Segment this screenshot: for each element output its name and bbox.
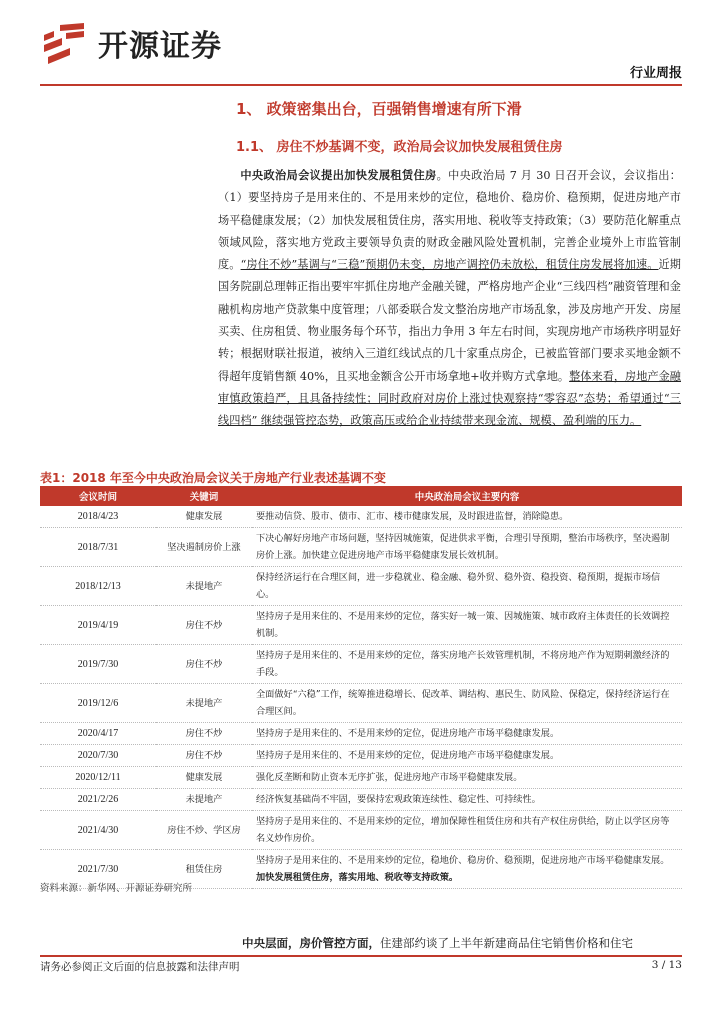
cell-keyword: 租赁住房 [156, 850, 252, 889]
cell-content [252, 850, 682, 889]
footer-divider [40, 955, 682, 957]
para-sentence-4: 近期国务院副总理韩正指出要牢牢抓住房地产金融关键，严格房地产企业“三线四档”融资管理和金融机构房地产贷款集中度管理；八部委联合发文整治房地产市场乱象，涉及房地产开发、房屋买卖、住房租赁、物业服务每个环节，指出力争用 3 年左右时间，实现房地产市场秩序明显好转；根据财联社报道，被纳入三道红线试点的几十家重点房企，已被监管部门要求买地金额不得超年度销售额 40%，且买地金额含公开市场拿地+收并购方式拿地。 [218, 258, 681, 383]
column-header-keyword: 关键词 [156, 486, 252, 506]
cell-keyword: 房住不炒 [156, 723, 252, 745]
cell-date: 2018/4/23 [40, 506, 156, 528]
cell-content [252, 567, 682, 606]
table-row [40, 567, 682, 606]
cell-date: 2021/4/30 [40, 811, 156, 850]
table-title: 表1：2018 年至今中央政治局会议关于房地产行业表述基调不变 [40, 471, 386, 485]
cell-keyword: 未提地产 [156, 684, 252, 723]
cell-content-text: 全面做好“六稳”工作，统筹推进稳增长、促改革、调结构、惠民生、防风险、保稳定，保持经济运行在合理区间。 [256, 689, 670, 717]
cell-content [252, 767, 682, 789]
cell-keyword: 房住不炒 [156, 606, 252, 645]
footer-disclaimer: 请务必参阅正文后面的信息披露和法律声明 [40, 961, 240, 973]
cell-content [252, 528, 682, 567]
cell-content-text: 坚持房子是用来住的、不是用来炒的定位，落实房地产长效管理机制，不将房地产作为短期刺激经济的手段。 [256, 650, 670, 678]
table-row [40, 528, 682, 567]
cell-content-text: 经济恢复基础尚不牢固，要保持宏观政策连续性、稳定性、可持续性。 [256, 794, 541, 805]
column-header-content: 中央政治局会议主要内容 [252, 486, 682, 506]
table-row [40, 684, 682, 723]
cell-content-text: 要推动信贷、股市、债市、汇市、楼市健康发展，及时跟进监督，消除隐患。 [256, 511, 569, 522]
cell-content [252, 645, 682, 684]
cell-keyword: 坚决遏制房价上涨 [156, 528, 252, 567]
cell-date: 2020/7/30 [40, 745, 156, 767]
table-row [40, 789, 682, 811]
cell-date: 2021/2/26 [40, 789, 156, 811]
table-row [40, 767, 682, 789]
cell-content-text: 坚持房子是用来住的、不是用来炒的定位，促进房地产市场平稳健康发展。 [256, 728, 560, 739]
cell-content [252, 745, 682, 767]
cell-content [252, 789, 682, 811]
column-header-date: 会议时间 [40, 486, 156, 506]
source-note: 资料来源：新华网、开源证券研究所 [40, 883, 193, 894]
cell-date: 2021/7/30 [40, 850, 156, 889]
table-header-row [40, 486, 682, 506]
bottom-para-bold: 中央层面，房价管控方面， [242, 936, 380, 950]
policy-table [40, 486, 682, 889]
cell-content-text: 坚持房子是用来住的、不是用来炒的定位，落实好一城一策、因城施策、城市政府主体责任的长效调控机制。 [256, 611, 670, 639]
cell-content-text: 下决心解好房地产市场问题，坚持因城施策，促进供求平衡，合理引导预期，整治市场秩序，坚决遏制房价上涨。加快建立促进房地产市场平稳健康发展长效机制。 [256, 533, 670, 561]
cell-content-text: 坚持房子是用来住的、不是用来炒的定位，促进房地产市场平稳健康发展。 [256, 750, 560, 761]
cell-keyword: 健康发展 [156, 506, 252, 528]
cell-keyword: 房住不炒 [156, 645, 252, 684]
table-row [40, 645, 682, 684]
cell-date: 2019/4/19 [40, 606, 156, 645]
para-underlined-2: 整体来看，房地产金融审慎政策趋严，且具备持续性；同时政府对房价上涨过快观察持“零容忍”态势；希望通过“三线四档” 继续强管控态势，政策高压或给企业持续带来现金流、规模、盈利端的压力。 [218, 369, 681, 428]
cell-date: 2020/12/11 [40, 767, 156, 789]
cell-keyword: 房住不炒、学区房 [156, 811, 252, 850]
cell-content-text: 坚持房子是用来住的、不是用来炒的定位，稳地价、稳房价、稳预期，促进房地产市场平稳健康发展。 [256, 855, 670, 866]
cell-date: 2018/12/13 [40, 567, 156, 606]
body-paragraph [218, 164, 681, 433]
cell-content-text: 坚持房子是用来住的、不是用来炒的定位，增加保障性租赁住房和共有产权住房供给，防止以学区房等名义炒作房价。 [256, 816, 670, 844]
para-lead-bold: 中央政治局会议提出加快发展租赁住房 [240, 168, 437, 182]
cell-date: 2019/7/30 [40, 645, 156, 684]
cell-content-bold: 加快发展租赁住房，落实用地、税收等支持政策。 [256, 872, 459, 883]
cell-date: 2018/7/31 [40, 528, 156, 567]
para-underlined-1: “房住不炒”基调与“三稳”预期仍未变，房地产调控仍未放松，租赁住房发展将加速。 [240, 258, 659, 272]
cell-content [252, 506, 682, 528]
page-number: 3 / 13 [651, 959, 682, 971]
cell-content [252, 684, 682, 723]
cell-keyword: 未提地产 [156, 789, 252, 811]
cell-date: 2020/4/17 [40, 723, 156, 745]
bottom-paragraph [242, 935, 633, 951]
cell-keyword: 健康发展 [156, 767, 252, 789]
section-1-1-heading: 1.1、 房住不炒基调不变，政治局会议加快发展租赁住房 [236, 140, 563, 155]
header-divider [40, 84, 682, 86]
logo-text: 开源证券 [98, 29, 222, 64]
table-row [40, 811, 682, 850]
cell-keyword: 未提地产 [156, 567, 252, 606]
table-row [40, 745, 682, 767]
cell-date: 2019/12/6 [40, 684, 156, 723]
table-row [40, 506, 682, 528]
doc-type: 行业周报 [629, 66, 682, 81]
logo [40, 18, 222, 68]
cell-content [252, 811, 682, 850]
para-sentence-2: 。中央政治局 7 月 30 日召开会议，会议指出：（1）要坚持房子是用来住的、不是用来炒的定位，稳地价、稳房价、稳预期，促进房地产市场平稳健康发展；（2）加快发展租赁住房，落实用地、税收等支持政策；（3）要防范化解重点领域风险，落实地方党政主要领导负责的财政金融风险处置机制，完善企业境外上市监管制度。 [218, 169, 681, 272]
table-row [40, 606, 682, 645]
bottom-para-text: 住建部约谈了上半年新建商品住宅销售价格和住宅 [380, 936, 633, 950]
cell-content-text: 保持经济运行在合理区间，进一步稳就业、稳金融、稳外贸、稳外资、稳投资、稳预期，提振市场信心。 [256, 572, 661, 600]
logo-mark-icon [40, 21, 88, 65]
section-1-heading: 1、 政策密集出台，百强销售增速有所下滑 [236, 100, 522, 118]
cell-keyword: 房住不炒 [156, 745, 252, 767]
cell-content [252, 723, 682, 745]
cell-content [252, 606, 682, 645]
cell-content-text: 强化反垄断和防止资本无序扩张，促进房地产市场平稳健康发展。 [256, 772, 523, 783]
table-row [40, 723, 682, 745]
